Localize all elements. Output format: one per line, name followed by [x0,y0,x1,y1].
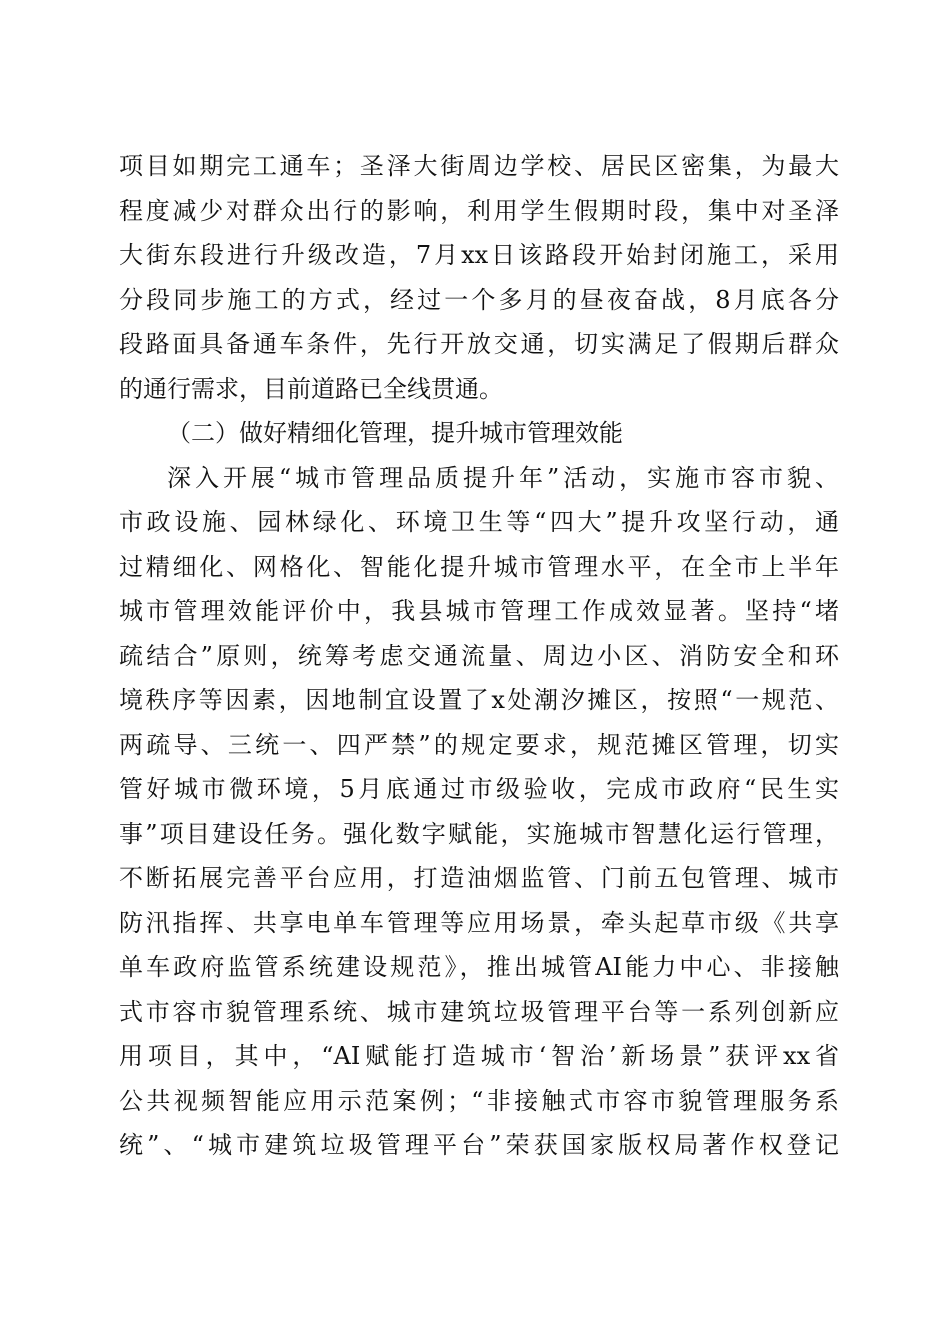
text-line: 管好城市微环境，5月底通过市级验收，完成市政府“民生实 [119,775,839,803]
text-line: 分段同步施工的方式，经过一个多月的昼夜奋战，8月底各分 [119,285,839,314]
text-line: 境秩序等因素，因地制宜设置了x处潮汐摊区，按照“一规范、 [119,686,839,714]
text-line: 统”、“城市建筑垃圾管理平台”荣获国家版权局著作权登记 [119,1131,839,1159]
text-line: 两疏导、三统一、四严禁”的规定要求，规范摊区管理，切实 [119,730,839,759]
text-line: 事”项目建设任务。强化数字赋能，实施城市智慧化运行管理， [119,819,839,848]
text-line: 项目如期完工通车；圣泽大街周边学校、居民区密集，为最大 [119,152,839,180]
text-line: 过精细化、网格化、智能化提升城市管理水平，在全市上半年 [119,552,839,581]
text-line: 深入开展“城市管理品质提升年”活动，实施市容市貌、 [167,463,839,492]
text-line: 程度减少对群众出行的影响，利用学生假期时段，集中对圣泽 [119,196,839,225]
text-line: 大街东段进行升级改造，7月xx日该路段开始封闭施工，采用 [119,241,839,269]
text-line: 段路面具备通车条件，先行开放交通，切实满足了假期后群众 [119,330,839,358]
section-heading: （二）做好精细化管理，提升城市管理效能 [167,419,623,447]
paragraph-city-management [119,456,839,1168]
document-body [119,144,839,1168]
text-line: 用项目，其中，“AI赋能打造城市‘智治’新场景”获评xx省 [119,1042,839,1070]
text-line: 公共视频智能应用示范案例；“非接触式市容市貌管理服务系 [119,1086,839,1115]
text-line: 的通行需求，目前道路已全线贯通。 [119,374,503,403]
text-line: 防汛指挥、共享电单车管理等应用场景，牵头起草市级《共享 [119,908,839,937]
text-line: 不断拓展完善平台应用，打造油烟监管、门前五包管理、城市 [119,864,839,892]
text-line: 城市管理效能评价中，我县城市管理工作成效显著。坚持“堵 [119,597,839,625]
text-line: 疏结合”原则，统筹考虑交通流量、周边小区、消防安全和环 [119,641,839,670]
text-line: 单车政府监管系统建设规范》，推出城管AI能力中心、非接触 [119,953,839,981]
text-line: 式市容市貌管理系统、城市建筑垃圾管理平台等一系列创新应 [119,997,839,1026]
paragraph-road-construction [119,144,839,411]
text-line: 市政设施、园林绿化、环境卫生等“四大”提升攻坚行动，通 [119,508,839,536]
